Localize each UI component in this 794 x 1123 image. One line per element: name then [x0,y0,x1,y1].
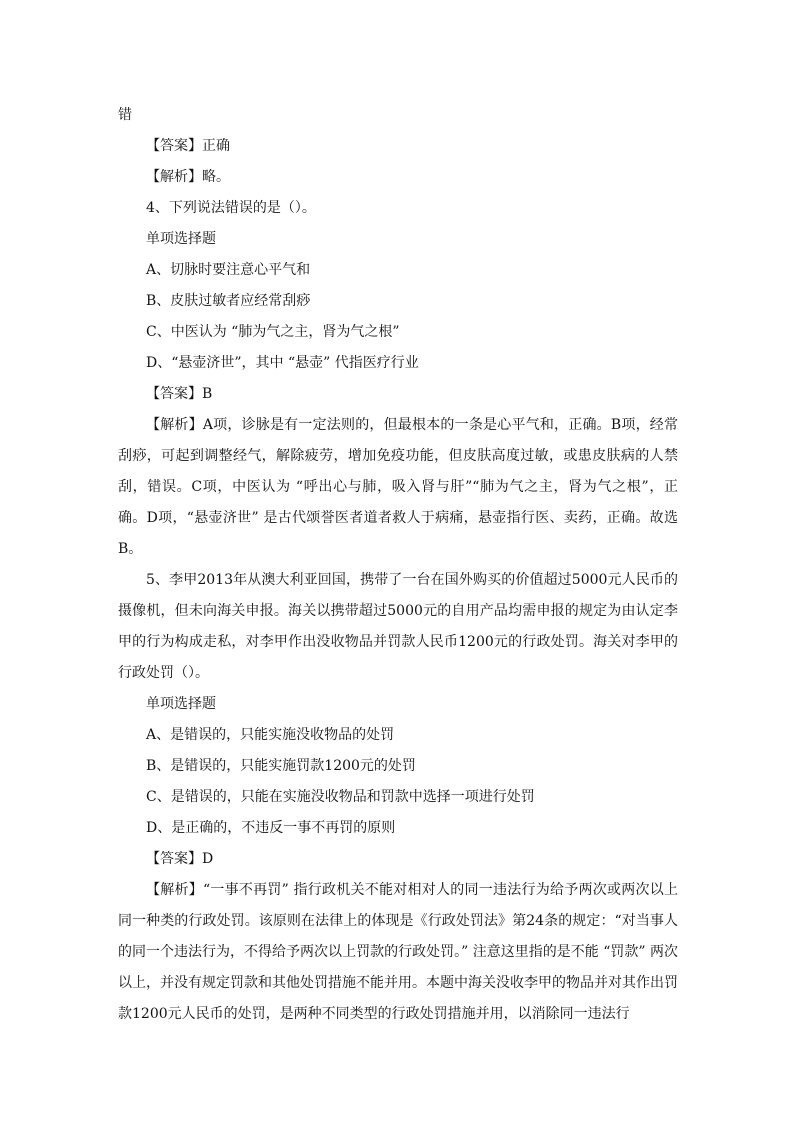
q4-stem: 4、下列说法错误的是（）。 [146,200,316,216]
q4-option-c: C、中医认为 “肺为气之主，肾为气之根” [146,324,400,340]
q5-option-d: D、是正确的，不违反一事不再罚的原则 [146,820,396,836]
q5-analysis: 【解析】“一事不再罚” 指行政机关不能对相对人的同一违法行为给予两次或两次以上同一种类的行政处罚。该原则在法律上的体现是《行政处罚法》第24条的规定：“对当事人的同一个违法行为，不得给予两次以上罚款的行政处罚。” 注意这里指的是不能 “罚款” 两次以上，并没有规定罚款和其他处罚措施不能并用。本题中海关没收李甲的物品并对其作出罚款1200元人民币的处罚，是两种不同类型的行政处罚措施并用，以消除同一违法行 [118,882,678,1022]
q4-answer: 【答案】B [146,386,213,402]
q3-tail: 错 [118,107,132,123]
q4-option-a: A、切脉时要注意心平气和 [146,262,311,278]
q4-analysis: 【解析】A项，诊脉是有一定法则的，但最根本的一条是心平气和，正确。B项，经常刮痧，可起到调整经气，解除疲劳，增加免疫功能，但皮肤高度过敏，或患皮肤病的人禁刮，错误。C项，中医认为 “呼出心与肺，吸入肾与肝”“肺为气之主，肾为气之根”，正确。D项，“悬壶济世” 是古代颂誉医者道者救人于病痛，悬壶指行医、卖药，正确。故选B。 [118,417,678,557]
document-body [118,100,678,1030]
q3-answer: 【答案】正确 [146,138,230,154]
q3-analysis: 【解析】略。 [146,169,230,185]
q5-option-c: C、是错误的，只能在实施没收物品和罚款中选择一项进行处罚 [146,789,535,805]
q4-option-d: D、“悬壶济世”，其中 “悬壶” 代指医疗行业 [146,355,419,371]
q5-answer: 【答案】D [146,851,214,867]
q5-option-a: A、是错误的，只能实施没收物品的处罚 [146,727,395,743]
q5-stem: 5、李甲2013年从澳大利亚回国，携带了一台在国外购买的价值超过5000元人民币的摄像机，但未向海关申报。海关以携带超过5000元的自用产品均需申报的规定为由认定李甲的行为构成走私，对李甲作出没收物品并罚款人民币1200元的行政处罚。海关对李甲的行政处罚（）。 [118,572,678,681]
q4-option-b: B、皮肤过敏者应经常刮痧 [146,293,311,309]
q5-type: 单项选择题 [146,696,216,712]
q4-type: 单项选择题 [146,231,216,247]
q5-option-b: B、是错误的，只能实施罚款1200元的处罚 [146,758,416,774]
